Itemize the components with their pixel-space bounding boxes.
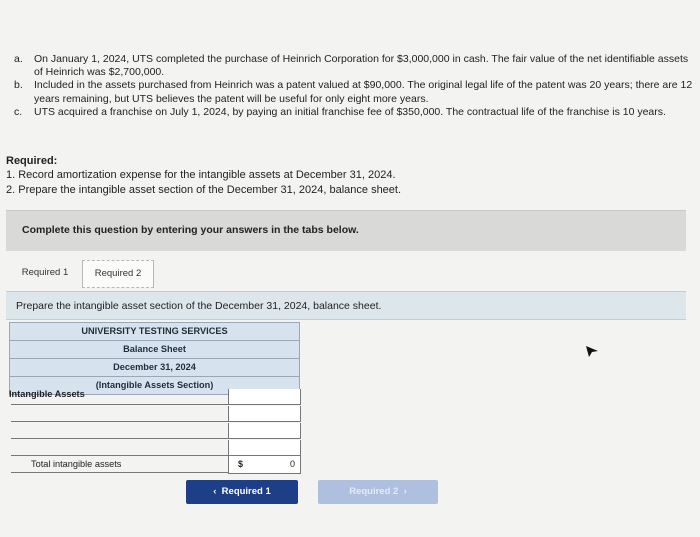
item-text: UTS acquired a franchise on July 1, 2024, by paying an initial franchise fee of $350,000. The contractual life of the franchise is 10 years. <box>34 105 666 118</box>
problem-item-a <box>14 53 694 79</box>
tab-required-2[interactable]: Required 2 <box>82 260 154 288</box>
required-line-1: 1. Record amortization expense for the intangible assets at December 31, 2024. <box>6 169 396 181</box>
tab-bar <box>6 256 686 292</box>
tab-required-1[interactable]: Required 1 <box>21 267 69 278</box>
total-value: 0 <box>290 459 296 469</box>
company-name: UNIVERSITY TESTING SERVICES <box>10 323 299 341</box>
next-button-label: Required 2 <box>349 486 399 497</box>
required-line-2: 2. Prepare the intangible asset section of the December 31, 2024, balance sheet. <box>6 184 402 196</box>
item-marker: c. <box>14 105 23 118</box>
problem-item-b <box>14 79 694 105</box>
total-currency: $ <box>238 459 244 469</box>
table-row <box>9 406 300 422</box>
mouse-cursor-icon <box>585 344 599 358</box>
problem-item-c <box>14 106 694 119</box>
account-cell[interactable] <box>11 423 229 439</box>
item-marker: a. <box>14 53 23 65</box>
statement-date: December 31, 2024 <box>10 359 299 377</box>
amount-cell[interactable] <box>228 406 301 422</box>
total-label: Total intangible assets <box>31 459 122 469</box>
complete-banner <box>6 210 686 251</box>
instruction-text: Prepare the intangible asset section of the December 31, 2024, balance sheet. <box>16 300 382 312</box>
required-heading: Required: <box>6 155 58 167</box>
item-marker: b. <box>14 79 23 92</box>
balance-sheet-header <box>9 322 300 395</box>
prev-button-label: Required 1 <box>221 486 271 497</box>
complete-banner-text: Complete this question by entering your answers in the tabs below. <box>22 224 359 236</box>
section-name: (Intangible Assets Section) <box>10 377 299 395</box>
chevron-left-icon: ‹ <box>213 486 217 497</box>
account-cell[interactable] <box>11 406 229 422</box>
chevron-right-icon: › <box>403 486 407 497</box>
total-row <box>9 455 300 473</box>
amount-cell[interactable] <box>228 389 301 405</box>
amount-cell[interactable] <box>228 440 301 456</box>
problem-items <box>14 53 694 119</box>
item-text: On January 1, 2024, UTS completed the purchase of Heinrich Corporation for $3,000,000 in cash. The fair value of the net identifiable assets of Heinrich was $2,700,000. <box>34 53 689 79</box>
statement-name: Balance Sheet <box>10 341 299 359</box>
amount-cell[interactable] <box>228 423 301 439</box>
intangible-assets-label: Intangible Assets <box>9 389 85 399</box>
table-row <box>9 423 300 439</box>
table-row <box>9 440 300 456</box>
account-cell[interactable] <box>11 440 229 456</box>
instruction-bar <box>6 291 686 320</box>
item-text: Included in the assets purchased from Heinrich was a patent valued at $90,000. The original legal life of the patent was 20 years; there are 12 years remaining, but UTS believes the patent will be useful for only eight more years. <box>34 79 693 105</box>
prev-button[interactable] <box>186 480 298 504</box>
next-button[interactable] <box>318 480 438 504</box>
